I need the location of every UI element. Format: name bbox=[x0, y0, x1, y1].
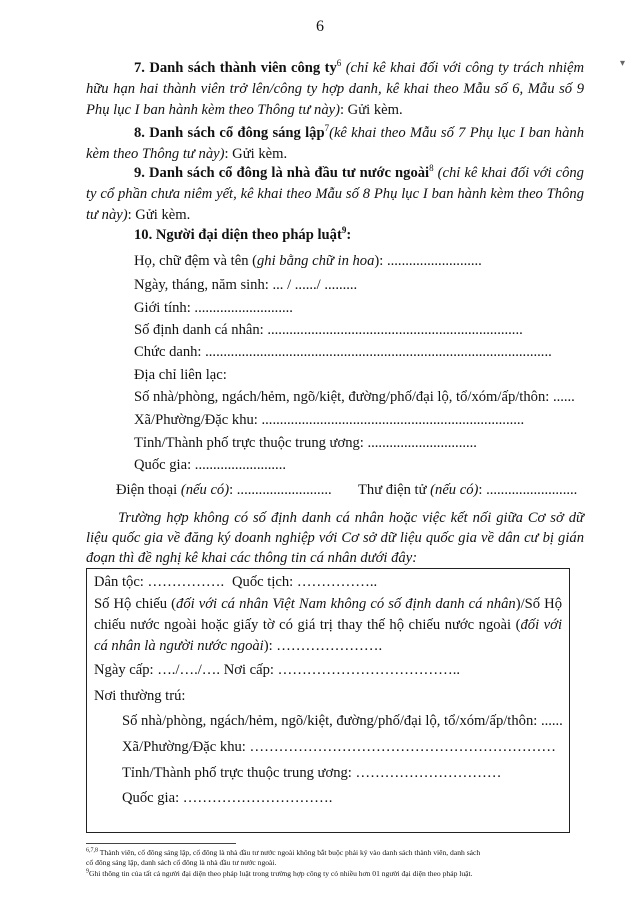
id-number-field: Số định danh cá nhân: ...................................................................... bbox=[134, 322, 523, 338]
residence-label: Nơi thường trú: bbox=[94, 688, 186, 704]
section-7-title: 7. Danh sách thành viên công ty bbox=[134, 60, 337, 76]
instruction-text: Trường hợp không có số định danh cá nhân hoặc việc kết nối giữa Cơ sở dữ liệu quốc gia về đăng ký doanh nghiệp với Cơ sở dữ liệu quốc gia về dân cư bị gián đoạn thì đề nghị kê khai các thông tin cá nhân dưới đây: bbox=[86, 510, 584, 566]
email-field: Thư điện tử (nếu có): ......................... bbox=[358, 482, 578, 498]
section-8: 8. Danh sách cổ đông sáng lập$^7$(kê khai theo Mẫu số 7 Phụ lục I ban hành kèm theo Thông tư này): Gửi kèm. bbox=[86, 123, 584, 162]
dob-field: Ngày, tháng, năm sinh: ... / ....../ ......... bbox=[134, 277, 358, 293]
footnote-9: $^9$Ghi thông tin của tất cả người đại diện theo pháp luật trong trường hợp công ty có nhiều hơn 01 người đại diện theo pháp luật. bbox=[86, 868, 473, 878]
position-field: Chức danh: ............................................................................................... bbox=[134, 344, 552, 360]
address-province-field: Tỉnh/Thành phố trực thuộc trung ương: .............................. bbox=[134, 435, 477, 451]
residence-country-field: Quốc gia: …………………………. bbox=[122, 790, 333, 806]
footnote-6-7-8-cont: cổ đông sáng lập, danh sách cổ đông là nhà đầu tư nước ngoài. bbox=[86, 858, 277, 867]
section-8-title: 8. Danh sách cổ đông sáng lập bbox=[134, 125, 325, 141]
residence-province-field: Tỉnh/Thành phố trực thuộc trung ương: ………………………… bbox=[122, 765, 502, 781]
section-8-note: (kê khai theo Mẫu số 7 Phụ lục I ban hành kèm theo Thông tư này) bbox=[86, 125, 584, 162]
address-ward-field: Xã/Phường/Đặc khu: ........................................................................ bbox=[134, 412, 525, 428]
address-label: Địa chỉ liên lạc: bbox=[134, 367, 227, 383]
page-number: 6 bbox=[316, 18, 324, 35]
section-10-title: 10. Người đại diện theo pháp luật$^9$: bbox=[134, 225, 352, 243]
passport-field: Số Hộ chiếu (đối với cá nhân Việt Nam không có số định danh cá nhân)/Số Hộ chiếu nước ngoài hoặc giấy tờ có giá trị thay thế hộ chiếu nước ngoài (đối với cá nhân là người nước ngoài): …………………. bbox=[94, 596, 562, 654]
gender-field: Giới tính: ........................... bbox=[134, 300, 293, 316]
section-9: 9. Danh sách cổ đông là nhà đầu tư nước ngoài$^8$ (chỉ kê khai đối với công ty cổ phần chưa niêm yết, kê khai theo Mẫu số 8 Phụ lục I ban hành kèm theo Thông tư này): Gửi kèm. bbox=[86, 163, 584, 223]
nationality-field: Quốc tịch: …………….. bbox=[232, 574, 378, 590]
ethnicity-field: Dân tộc: ……………. bbox=[94, 574, 225, 590]
section-9-note: (chỉ kê khai đối với công ty cổ phần chưa niêm yết, kê khai theo Mẫu số 8 Phụ lục I ban hành kèm theo Thông tư này) bbox=[86, 165, 584, 223]
footnote-separator bbox=[86, 843, 236, 844]
section-9-title: 9. Danh sách cổ đông là nhà đầu tư nước ngoài bbox=[134, 165, 430, 181]
section-7-note: (chỉ kê khai đối với công ty trách nhiệm hữu hạn hai thành viên trở lên/công ty hợp danh, kê khai theo Mẫu số 6, Mẫu số 9 Phụ lục I ban hành kèm theo Thông tư này) bbox=[86, 60, 584, 118]
residence-street-field: Số nhà/phòng, ngách/hẻm, ngõ/kiệt, đường/phố/đại lộ, tổ/xóm/ấp/thôn: ...... bbox=[122, 713, 563, 729]
margin-mark: ▾ bbox=[620, 58, 626, 69]
address-street-field: Số nhà/phòng, ngách/hẻm, ngõ/kiệt, đường/phố/đại lộ, tổ/xóm/ấp/thôn: ...... bbox=[134, 389, 575, 405]
fullname-field: Họ, chữ đệm và tên (ghi bằng chữ in hoa): .......................... bbox=[134, 253, 482, 269]
footnote-6-7-8: $^{6,7,8}$ Thành viên, cổ đông sáng lập, cổ đông là nhà đầu tư nước ngoài không bắt buộc phải ký vào danh sách thành viên, danh sách bbox=[86, 847, 481, 857]
section-7: 7. Danh sách thành viên công $ty^6$ (chỉ kê khai đối với công ty trách nhiệm hữu hạn hai thành viên trở lên/công ty hợp danh, kê khai theo Mẫu số 6, Mẫu số 9 Phụ lục I ban hành kèm theo Thông tư này): Gửi kèm. bbox=[86, 58, 584, 118]
residence-ward-field: Xã/Phường/Đặc khu: ……………………………………………………… bbox=[122, 739, 556, 755]
address-country-field: Quốc gia: ......................... bbox=[134, 457, 287, 473]
issue-field: Ngày cấp: …./…./…. Nơi cấp: ……………………………….. bbox=[94, 662, 461, 678]
phone-field: Điện thoại (nếu có): .......................... bbox=[116, 482, 332, 498]
